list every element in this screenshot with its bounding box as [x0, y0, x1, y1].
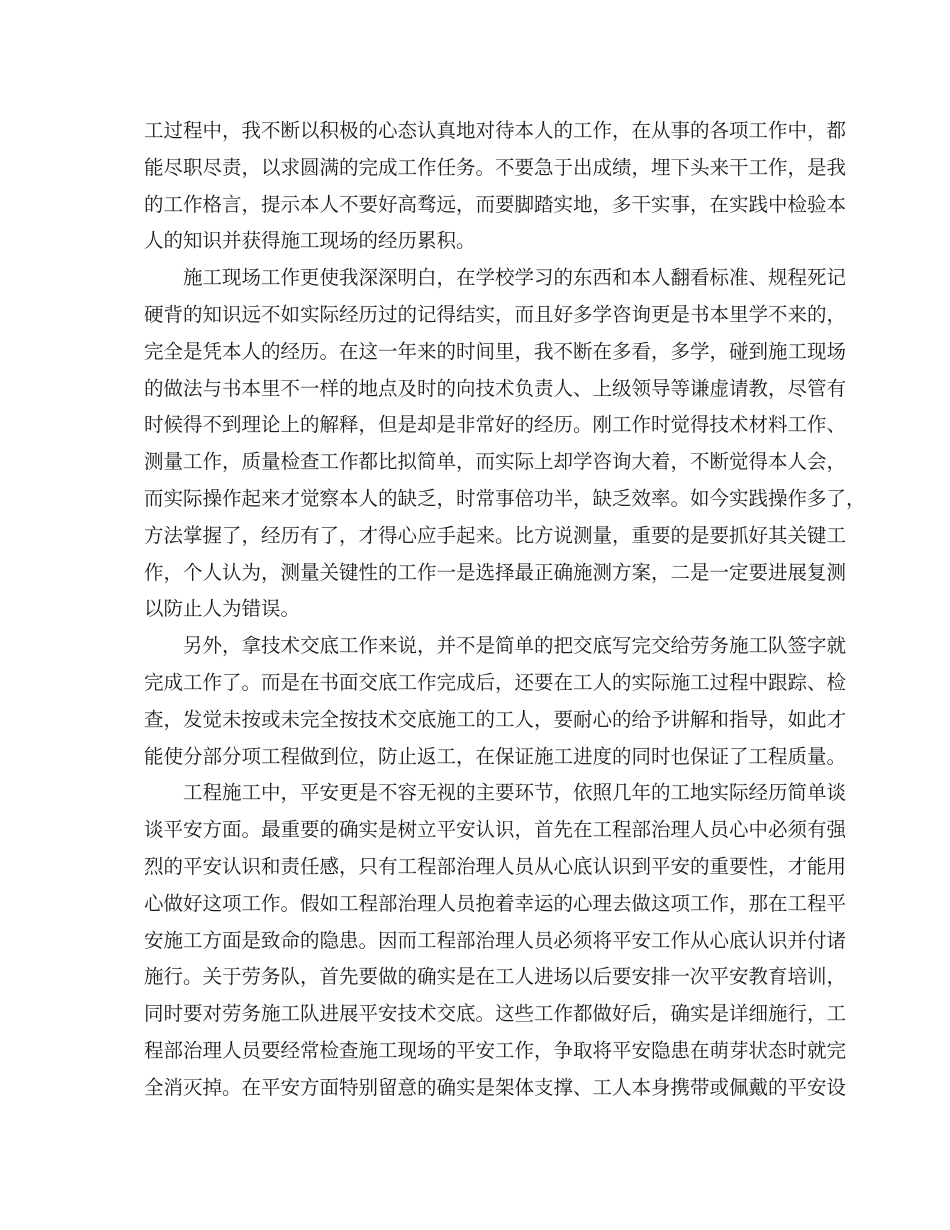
- text-line: 测量工作，质量检查工作都比拟简单，而实际上却学咨询大着，不断觉得本人会，: [144, 450, 847, 474]
- text-line: 的做法与书本里不一样的地点及时的向技术负责人、上级领导等谦虚请教，尽管有: [144, 376, 847, 400]
- paragraph-1: [144, 113, 847, 260]
- text-line: 查，发觉未按或未完全按技术交底施工的工人，要耐心的给予讲解和指导，如此才: [144, 707, 847, 731]
- text-line: 施行。关于劳务队，首先要做的确实是在工人进场以后要安排一次平安教育培训，: [144, 965, 847, 989]
- text-line: 施工现场工作更使我深深明白，在学校学习的东西和本人翻看标准、规程死记: [183, 266, 847, 290]
- text-line: 的工作格言，提示本人不要好高骛远，而要脚踏实地，多干实事，在实践中检验本: [144, 192, 847, 216]
- text-line: 完成工作了。而是在书面交底工作完成后，还要在工人的实际施工过程中跟踪、检: [144, 670, 847, 694]
- text-line: 而实际操作起来才觉察本人的缺乏，时常事倍功半，缺乏效率。如今实践操作多了，: [144, 486, 866, 510]
- text-line: 程部治理人员要经常检查施工现场的平安工作，争取将平安隐患在萌芽状态时就完: [144, 1038, 847, 1062]
- text-line: 时候得不到理论上的解释，但是却是非常好的经历。刚工作时觉得技术材料工作、: [144, 413, 847, 437]
- text-line: 以防止人为错误。: [144, 597, 301, 621]
- document-body: [144, 113, 866, 1107]
- text-line: 能使分部分项工程做到位，防止返工，在保证施工进度的同时也保证了工程质量。: [144, 744, 847, 768]
- paragraph-3: [144, 628, 847, 775]
- text-line: 工过程中，我不断以积极的心态认真地对待本人的工作，在从事的各项工作中，都: [144, 119, 847, 142]
- text-line: 另外，拿技术交底工作来说，并不是简单的把交底写完交给劳务施工队签字就: [183, 634, 847, 658]
- paragraph-4: [144, 775, 847, 1106]
- text-line: 心做好这项工作。假如工程部治理人员抱着幸运的心理去做这项工作，那在工程平: [144, 891, 847, 915]
- text-line: 安施工方面是致命的隐患。因而工程部治理人员必须将平安工作从心底认识并付诸: [144, 928, 847, 952]
- text-line: 人的知识并获得施工现场的经历累积。: [144, 229, 476, 253]
- text-line: 完全是凭本人的经历。在这一年来的时间里，我不断在多看，多学，碰到施工现场: [144, 339, 847, 363]
- text-line: 烈的平安认识和责任感，只有工程部治理人员从心底认识到平安的重要性，才能用: [144, 854, 847, 878]
- text-line: 同时要对劳务施工队进展平安技术交底。这些工作都做好后，确实是详细施行，工: [144, 1002, 847, 1026]
- text-line: 工程施工中，平安更是不容无视的主要环节，依照几年的工地实际经历简单谈: [183, 781, 847, 805]
- text-line: 谈平安方面。最重要的确实是树立平安认识，首先在工程部治理人员心中必须有强: [144, 818, 847, 842]
- text-line: 作，个人认为，测量关键性的工作一是选择最正确施测方案，二是一定要进展复测: [144, 560, 847, 584]
- text-line: 方法掌握了，经历有了，才得心应手起来。比方说测量，重要的是要抓好其关键工: [144, 523, 847, 547]
- text-line: 能尽职尽责，以求圆满的完成工作任务。不要急于出成绩，埋下头来干工作，是我: [144, 155, 847, 179]
- text-line: 全消灭掉。在平安方面特别留意的确实是架体支撑、工人本身携带或佩戴的平安设: [144, 1075, 847, 1099]
- paragraph-2: [144, 260, 866, 628]
- text-line: 硬背的知识远不如实际经历过的记得结实，而且好多学咨询更是书本里学不来的，: [144, 302, 847, 326]
